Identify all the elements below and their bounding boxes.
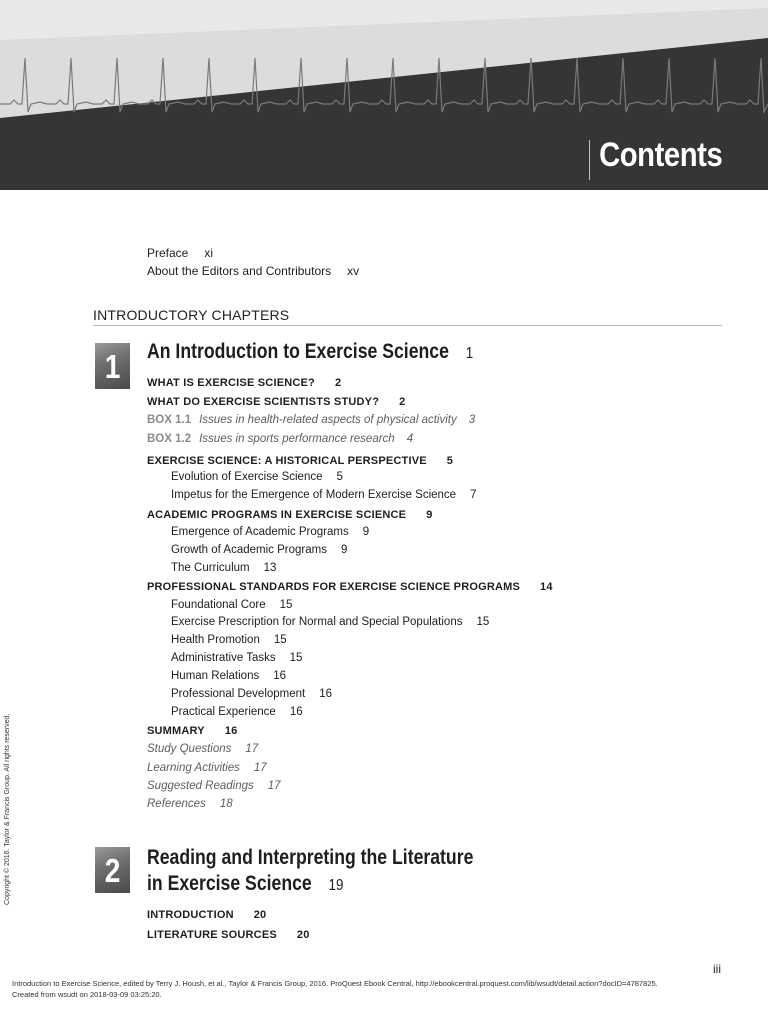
page-number: iii	[713, 962, 721, 976]
entry-label: Foundational Core	[171, 599, 266, 611]
toc-subentry[interactable]	[171, 544, 347, 556]
toc-entry-italic[interactable]	[147, 780, 281, 792]
entry-label: Impetus for the Emergence of Modern Exercise Science	[171, 489, 457, 501]
section-divider	[93, 325, 722, 326]
entry-label: Exercise Prescription for Normal and Special Populations	[171, 616, 463, 628]
toc-entry[interactable]	[147, 455, 453, 467]
toc-subentry[interactable]	[171, 652, 302, 664]
entry-page: 14	[540, 581, 553, 593]
footer-citation	[12, 978, 658, 1000]
toc-entry-italic[interactable]	[147, 743, 258, 755]
toc-subentry[interactable]	[171, 616, 489, 628]
entry-page: 16	[289, 706, 303, 718]
entry-label: Learning Activities	[147, 762, 240, 774]
toc-subentry[interactable]	[171, 562, 276, 574]
toc-subentry[interactable]	[171, 599, 292, 611]
entry-page: 13	[263, 562, 277, 574]
entry-page: 9	[426, 509, 433, 521]
entry-page: 5	[336, 471, 343, 483]
entry-page: 15	[279, 599, 293, 611]
entry-page: 3	[468, 414, 476, 426]
entry-page: xv	[347, 264, 360, 278]
toc-entry-italic[interactable]	[147, 762, 267, 774]
entry-label: LITERATURE SOURCES	[147, 929, 277, 941]
toc-entry[interactable]	[147, 909, 266, 921]
toc-box-entry[interactable]	[147, 414, 475, 426]
toc-subentry[interactable]	[171, 706, 303, 718]
entry-label: Administrative Tasks	[171, 652, 276, 664]
chapter-title-line2[interactable]	[147, 872, 344, 896]
entry-label: WHAT DO EXERCISE SCIENTISTS STUDY?	[147, 396, 380, 408]
entry-label: Suggested Readings	[147, 780, 254, 792]
entry-page: 16	[273, 670, 287, 682]
entry-label: Issues in health-related aspects of physical activity	[199, 414, 457, 426]
entry-label: INTRODUCTION	[147, 909, 234, 921]
chapter-number-badge	[95, 343, 130, 389]
chapter-page: 19	[328, 877, 344, 894]
chapter-title-text: An Introduction to Exercise Science	[147, 340, 449, 363]
entry-label: ACADEMIC PROGRAMS IN EXERCISE SCIENCE	[147, 509, 407, 521]
entry-label: Practical Experience	[171, 706, 276, 718]
entry-label: Evolution of Exercise Science	[171, 471, 323, 483]
toc-subentry[interactable]	[171, 526, 369, 538]
entry-label: Human Relations	[171, 670, 260, 682]
entry-label: Professional Development	[171, 688, 306, 700]
chapter-title-text: in Exercise Science	[147, 872, 312, 895]
toc-subentry[interactable]	[171, 688, 332, 700]
entry-page: 9	[340, 544, 348, 556]
entry-label: References	[147, 798, 206, 810]
banner-divider	[589, 140, 590, 180]
toc-entry-italic[interactable]	[147, 798, 233, 810]
entry-page: 15	[476, 616, 490, 628]
toc-subentry[interactable]	[171, 489, 477, 501]
entry-page: 15	[273, 634, 287, 646]
entry-page: 20	[296, 929, 310, 941]
toc-entry[interactable]	[147, 509, 433, 521]
toc-entry[interactable]	[147, 581, 553, 593]
entry-label: Issues in sports performance research	[199, 433, 395, 445]
entry-page: 15	[289, 652, 303, 664]
entry-label: PROFESSIONAL STANDARDS FOR EXERCISE SCIENCE PROGRAMS	[147, 581, 521, 593]
chapter-title[interactable]	[147, 340, 473, 364]
entry-label: Preface	[147, 246, 189, 260]
entry-page: 7	[470, 489, 477, 501]
entry-page: 4	[406, 433, 414, 445]
entry-page: 17	[267, 780, 281, 792]
toc-entry[interactable]	[147, 725, 237, 737]
toc-subentry[interactable]	[171, 670, 286, 682]
entry-page: 2	[334, 377, 342, 389]
toc-entry[interactable]	[147, 929, 310, 941]
chapter-number: 1	[104, 348, 121, 385]
footer-line: Created from wsudt on 2018-03-09 03:25:20.	[12, 990, 162, 999]
footer-line: Introduction to Exercise Science, edited by Terry J. Housh, et al., Taylor & Francis Group, 2016. ProQuest Ebook Central, http://ebookcentral.proquest.com/lib/wsudt/detail.action?docID=4787825.	[12, 979, 658, 988]
entry-label: Growth of Academic Programs	[171, 544, 327, 556]
entry-page: 16	[319, 688, 333, 700]
section-heading: INTRODUCTORY CHAPTERS	[93, 307, 290, 323]
chapter-number-badge	[95, 847, 130, 893]
header-banner	[0, 0, 768, 190]
chapter-title[interactable]	[147, 846, 473, 870]
entry-page: 9	[362, 526, 370, 538]
entry-page: 5	[446, 455, 454, 467]
toc-entry[interactable]	[147, 396, 405, 408]
toc-entry-preface[interactable]	[147, 246, 213, 260]
entry-page: 20	[253, 909, 267, 921]
entry-label: Health Promotion	[171, 634, 260, 646]
toc-box-entry[interactable]	[147, 433, 413, 445]
entry-page: 18	[219, 798, 233, 810]
entry-label: About the Editors and Contributors	[147, 264, 332, 278]
entry-page: 2	[399, 396, 406, 408]
entry-label: EXERCISE SCIENCE: A HISTORICAL PERSPECTIVE	[147, 455, 427, 467]
entry-label: Study Questions	[147, 743, 232, 755]
page-title: Contents	[598, 136, 722, 174]
entry-label: WHAT IS EXERCISE SCIENCE?	[147, 377, 315, 389]
copyright-text: Copyright © 2016. Taylor & Francis Group. All rights reserved.	[4, 713, 11, 905]
chapter-page: 1	[465, 345, 474, 362]
entry-page: 17	[245, 743, 259, 755]
entry-page: 17	[253, 762, 267, 774]
toc-subentry[interactable]	[171, 471, 343, 483]
toc-entry[interactable]	[147, 377, 341, 389]
entry-label: The Curriculum	[171, 562, 250, 574]
entry-label: SUMMARY	[147, 725, 205, 737]
toc-subentry[interactable]	[171, 634, 287, 646]
chapter-number: 2	[104, 852, 121, 889]
chapter-title-text: Reading and Interpreting the Literature	[147, 846, 474, 869]
entry-page: xi	[204, 246, 214, 260]
entry-label: Emergence of Academic Programs	[171, 526, 349, 538]
toc-entry-about-editors[interactable]	[147, 264, 359, 278]
box-label: BOX 1.1	[147, 414, 192, 426]
box-label: BOX 1.2	[147, 433, 192, 445]
entry-page: 16	[224, 725, 238, 737]
